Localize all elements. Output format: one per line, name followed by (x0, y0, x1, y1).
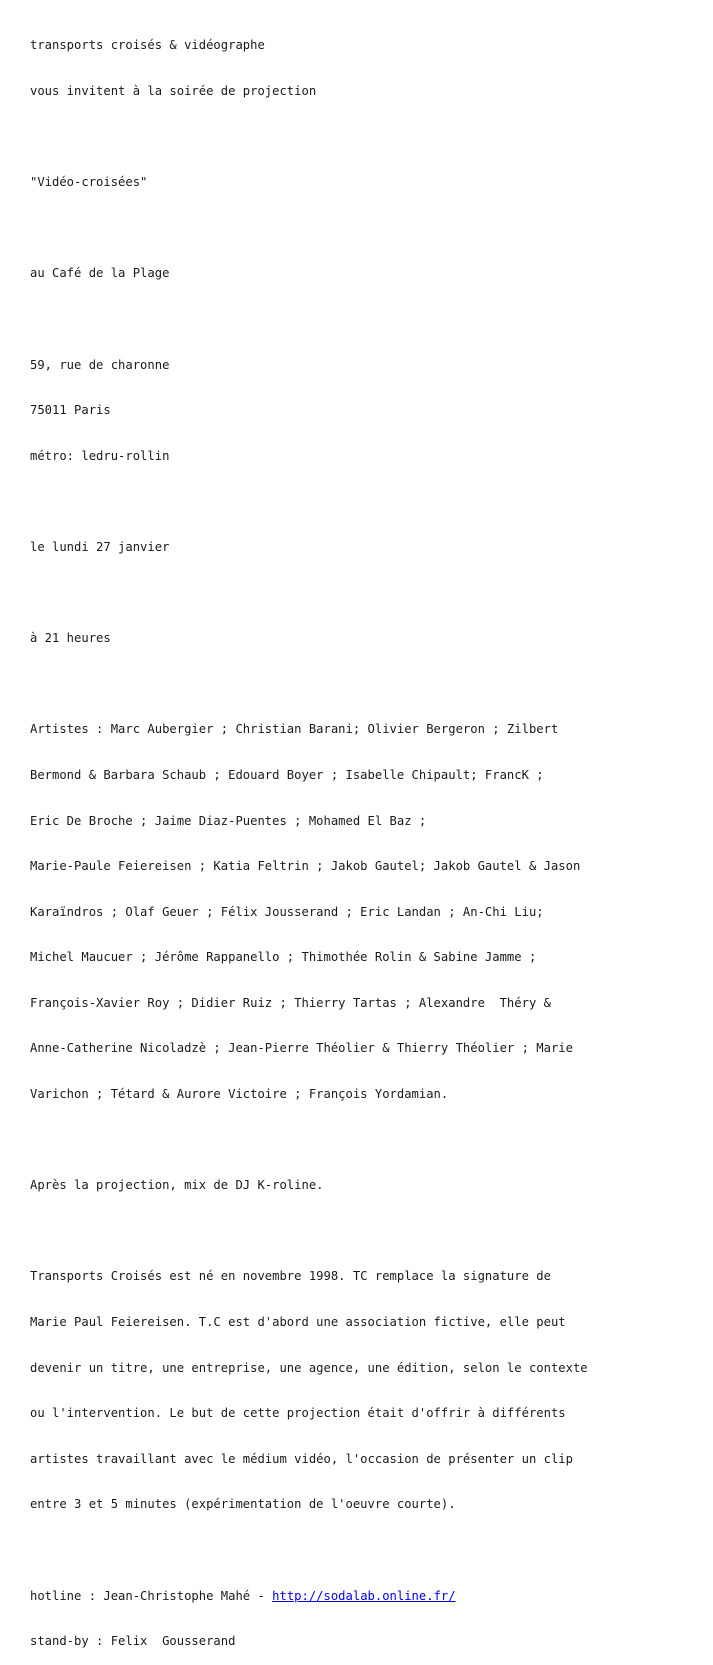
header-line-1: transports croisés & vidéographe (30, 38, 265, 53)
invitation-document (30, 8, 710, 1665)
about-line: Marie Paul Feiereisen. T.C est d'abord une association fictive, elle peut (30, 1315, 566, 1330)
address-city: 75011 Paris (30, 403, 111, 418)
event-title: "Vidéo-croisées" (30, 175, 148, 190)
spacer (30, 586, 710, 601)
artists-line: Anne-Catherine Nicoladzè ; Jean-Pierre Théolier & Thierry Théolier ; Marie (30, 1041, 573, 1056)
artists-line: Michel Maucuer ; Jérôme Rappanello ; Thimothée Rolin & Sabine Jamme ; (30, 950, 537, 965)
event-time: à 21 heures (30, 631, 111, 646)
hotline-label: hotline : Jean-Christophe Mahé - (30, 1588, 273, 1603)
event-venue: au Café de la Plage (30, 266, 170, 281)
artists-line: François-Xavier Roy ; Didier Ruiz ; Thierry Tartas ; Alexandre Théry & (30, 995, 551, 1010)
spacer (30, 677, 710, 692)
artists-line: Eric De Broche ; Jaime Diaz-Puentes ; Mohamed El Baz ; (30, 813, 427, 828)
artists-line: Bermond & Barbara Schaub ; Edouard Boyer ; Isabelle Chipault; FrancK ; (30, 767, 544, 782)
event-date: le lundi 27 janvier (30, 539, 170, 554)
about-line: artistes travaillant avec le médium vidéo, l'occasion de présenter un clip (30, 1451, 573, 1466)
standby-line: stand-by : Felix Gousserand (30, 1634, 236, 1649)
artists-line: Varichon ; Tétard & Aurore Victoire ; François Yordamian. (30, 1087, 449, 1102)
about-line: entre 3 et 5 minutes (expérimentation de l'oeuvre courte). (30, 1497, 456, 1512)
spacer (30, 494, 710, 509)
spacer (30, 312, 710, 327)
spacer (30, 1543, 710, 1558)
artists-line: Karaïndros ; Olaf Geuer ; Félix Jousserand ; Eric Landan ; An-Chi Liu; (30, 904, 544, 919)
address-street: 59, rue de charonne (30, 357, 170, 372)
hotline-line (30, 1589, 710, 1604)
header-line-2: vous invitent à la soirée de projection (30, 84, 317, 98)
address-metro: métro: ledru-rollin (30, 448, 170, 463)
spacer (30, 130, 710, 145)
spacer (30, 1133, 710, 1148)
spacer (30, 221, 710, 236)
spacer (30, 1224, 710, 1239)
sodalab-link[interactable]: http://sodalab.online.fr/ (272, 1588, 456, 1603)
about-line: Transports Croisés est né en novembre 1998. TC remplace la signature de (30, 1269, 551, 1284)
about-line: ou l'intervention. Le but de cette projection était d'offrir à différents (30, 1406, 566, 1421)
artists-line: Marie-Paule Feiereisen ; Katia Feltrin ; Jakob Gautel; Jakob Gautel & Jason (30, 859, 581, 874)
after-party-text: Après la projection, mix de DJ K-roline. (30, 1178, 324, 1193)
about-line: devenir un titre, une entreprise, une agence, une édition, selon le contexte (30, 1360, 588, 1375)
artists-line: Artistes : Marc Aubergier ; Christian Barani; Olivier Bergeron ; Zilbert (30, 722, 559, 737)
